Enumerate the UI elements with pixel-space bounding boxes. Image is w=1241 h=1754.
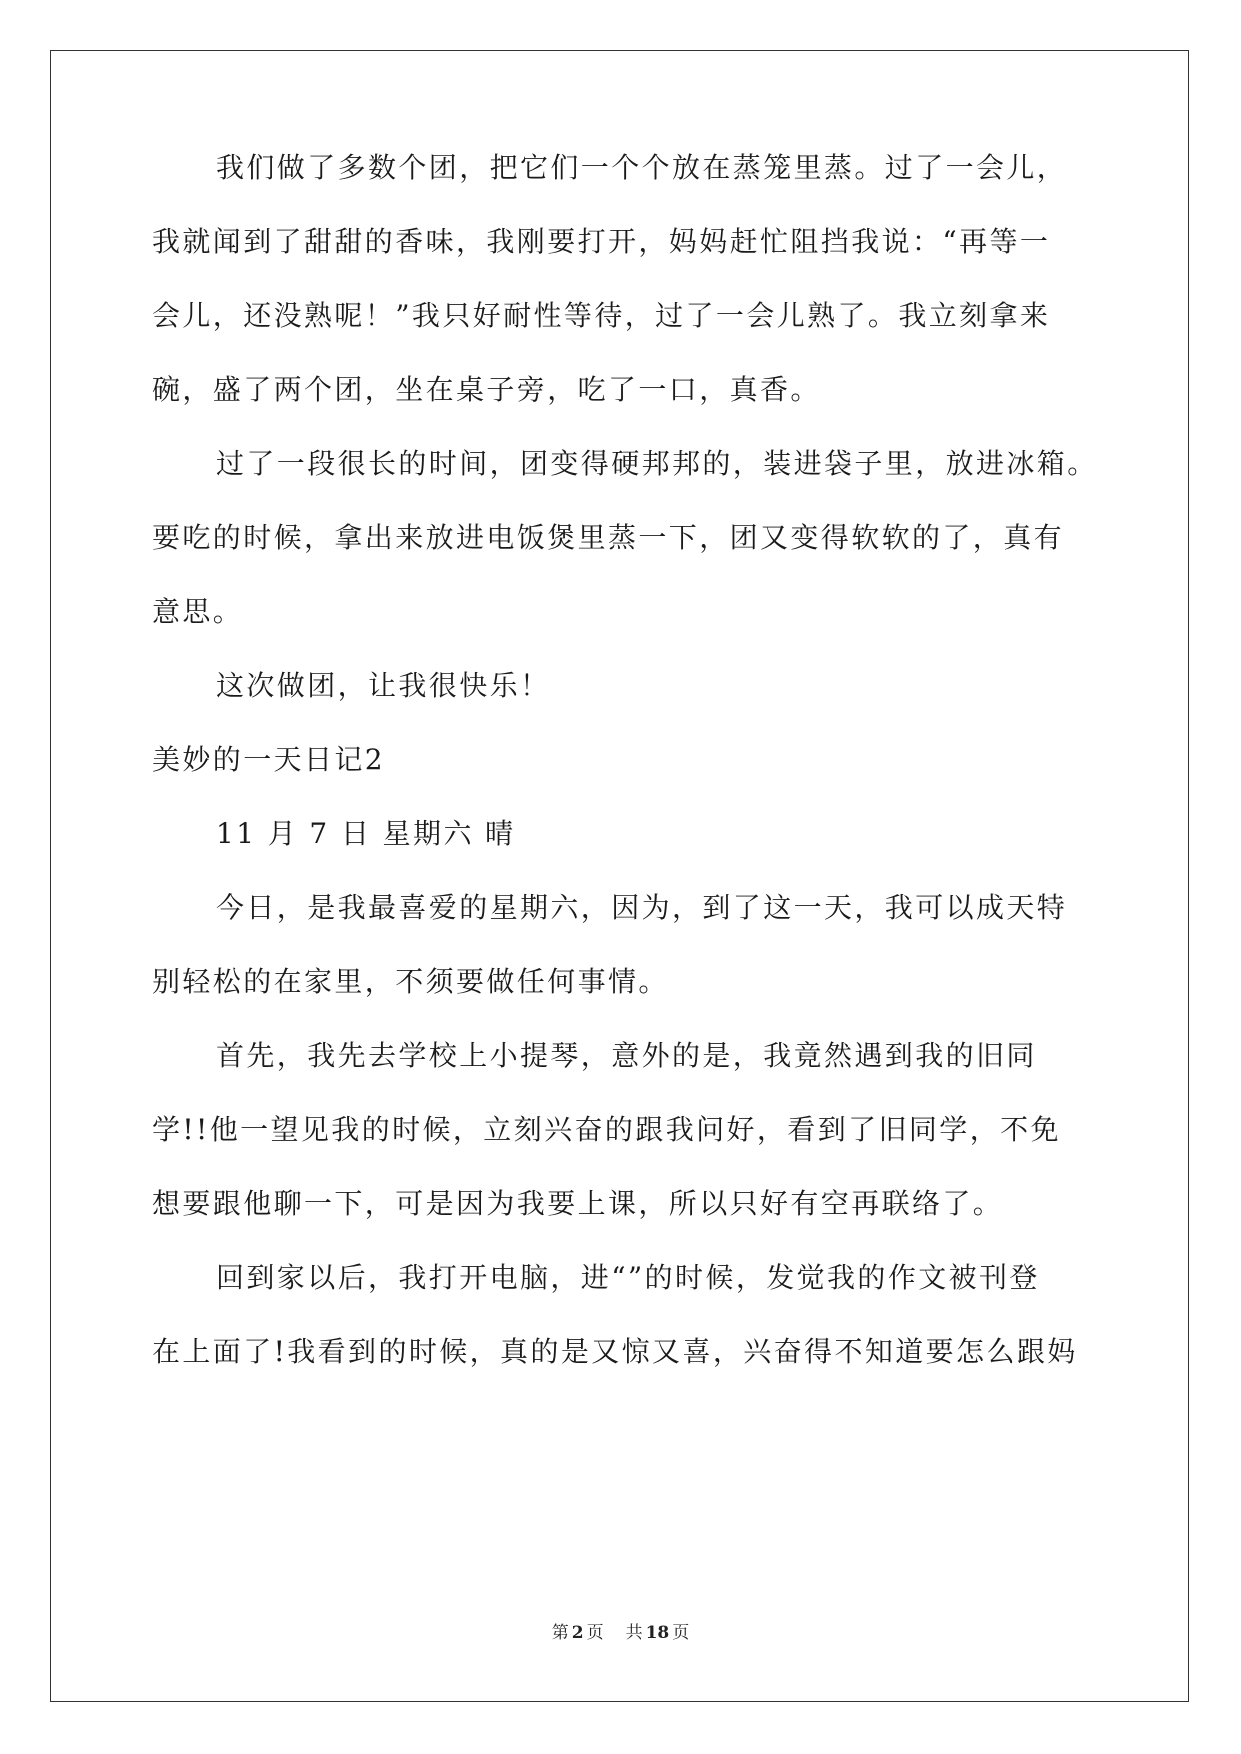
paragraph-line: 我就闻到了甜甜的香味，我刚要打开，妈妈赶忙阻挡我说：“再等一 — [152, 225, 1051, 258]
section-title: 美妙的一天日记2 — [152, 743, 386, 776]
paragraph-line: 别轻松的在家里，不须要做任何事情。 — [152, 965, 669, 998]
paragraph-line: 首先，我先去学校上小提琴，意外的是，我竟然遇到我的旧同 — [216, 1039, 1037, 1072]
diary-date-line: 11 月 7 日 星期六 晴 — [216, 817, 516, 850]
paragraph-line: 回到家以后，我打开电脑，进“”的时候，发觉我的作文被刊登 — [216, 1261, 1040, 1294]
total-pages: 18 — [645, 1623, 670, 1643]
paragraph-line: 今日，是我最喜爱的星期六，因为，到了这一天，我可以成天特 — [216, 891, 1068, 924]
page-footer — [0, 1622, 1241, 1644]
page-prefix: 第 — [551, 1623, 569, 1643]
paragraph-line: 我们做了多数个团，把它们一个个放在蒸笼里蒸。过了一会儿， — [216, 151, 1068, 184]
paragraph-line: 会儿，还没熟呢！”我只好耐性等待，过了一会儿熟了。我立刻拿来 — [152, 299, 1051, 332]
paragraph-line: 过了一段很长的时间，团变得硬邦邦的，装进袋子里，放进冰箱。 — [216, 447, 1098, 480]
paragraph-line: 意思。 — [152, 595, 244, 628]
paragraph-line: 想要跟他聊一下，可是因为我要上课，所以只好有空再联络了。 — [152, 1187, 1004, 1220]
page-suffix: 页 — [586, 1623, 604, 1643]
total-prefix: 共 — [625, 1623, 643, 1643]
page-number: 2 — [571, 1623, 584, 1643]
paragraph-line: 在上面了!我看到的时候，真的是又惊又喜，兴奋得不知道要怎么跟妈 — [152, 1335, 1078, 1368]
paragraph-line: 要吃的时候，拿出来放进电饭煲里蒸一下，团又变得软软的了，真有 — [152, 521, 1065, 554]
paragraph-line: 碗，盛了两个团，坐在桌子旁，吃了一口，真香。 — [152, 373, 821, 406]
paragraph-line: 这次做团，让我很快乐！ — [216, 669, 551, 702]
paragraph-line: 学!!他一望见我的时候，立刻兴奋的跟我问好，看到了旧同学，不免 — [152, 1113, 1061, 1146]
total-suffix: 页 — [672, 1623, 690, 1643]
